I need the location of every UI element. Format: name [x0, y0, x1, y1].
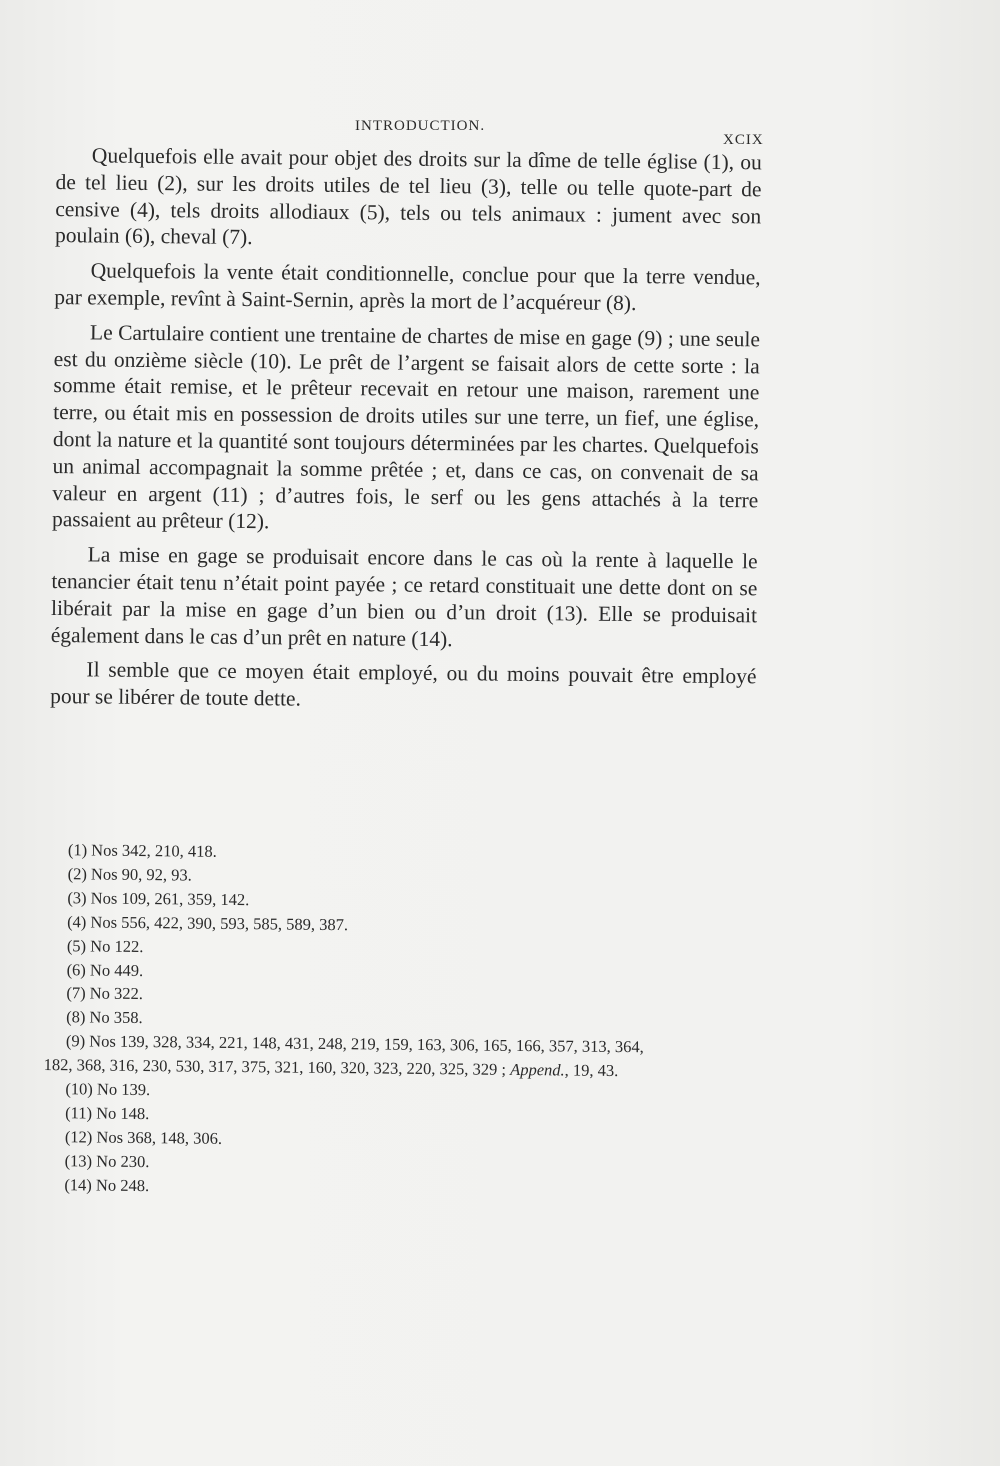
footnote: (6) No 449. [66, 959, 144, 980]
footnote: (14) No 248. [64, 1174, 150, 1195]
footnote: (8) No 358. [66, 1007, 143, 1028]
footnote-9-numbers: 182, 368, 316, 230, 530, 317, 375, 321, 160, 320, 323, 220, 325, 329 ; [43, 1055, 507, 1079]
paragraph: Le Cartulaire contient une trentaine de chartes de mise en gage (9) ; une seule est du onzième siècle (10). Le prêt de l’argent se faisait alors de cette sorte : la somme était remise, et le prêteur recevait en retour une maison, rarement une terre, ou était mis en possession de droits utiles sur une terre, un fief, une église, dont la nature et la quantité sont toujours déterminées par les chartes. Quelquefois un animal accompagnait la somme prêtée ; et, dans ce cas, on convenait de sa valeur en argent (11) ; d’autres fois, le serf ou les gens attachés à la terre passaient au prêteur (12). [51, 320, 761, 534]
footnote: (10) No 139. [65, 1079, 151, 1100]
paragraph: Il semble que ce moyen était employé, ou du moins pouvait être employé pour se libérer de toute dette. [50, 657, 757, 711]
footnote-9 [43, 1029, 743, 1084]
footnote: (5) No 122. [66, 935, 144, 956]
footnote: (7) No 322. [66, 983, 144, 1004]
footnote-9-append: Append. [510, 1060, 565, 1080]
footnote: (3) Nos 109, 261, 359, 142. [67, 888, 250, 909]
footnote: (2) Nos 90, 92, 93. [67, 864, 192, 885]
paragraph: La mise en gage se produisait encore dans le cas où la rente à laquelle le tenancier était tenu n’était point payée ; ce retard constituait une dette dont on se libérait par la mise en gage d’un bien ou d’un droit (13). Elle se produisait également dans le cas d’un prêt en nature (14). [50, 542, 758, 651]
footnote: (13) No 230. [64, 1150, 150, 1171]
running-title: INTRODUCTION. [355, 118, 486, 134]
footnote: (12) Nos 368, 148, 306. [64, 1127, 223, 1148]
footnote: (11) No 148. [65, 1103, 150, 1124]
paragraph: Quelquefois elle avait pour objet des droits sur la dîme de telle église (1), ou de tel lieu (2), sur les droits utiles de tel lieu (3), telle ou telle quote-part de censive (4), tels droits allodiaux (5), tels ou tels animaux : jument avec son poulain (6), cheval (7). [54, 143, 762, 250]
footnote: (4) Nos 556, 422, 390, 593, 585, 589, 387. [67, 911, 349, 934]
footnote-9-append-tail: , 19, 43. [564, 1060, 619, 1081]
footnotes [42, 838, 746, 1204]
page-number: XCIX [723, 132, 764, 148]
paragraph: Quelquefois la vente était conditionnelle, conclue pour que la terre vendue, par exemple, revînt à Saint-Sernin, après la mort de l’acquéreur (8). [54, 258, 761, 316]
main-text [50, 142, 762, 725]
footnote-9-first-line: (9) Nos 139, 328, 334, 221, 148, 431, 248, 219, 159, 163, 306, 165, 166, 357, 313, 364, [65, 1031, 644, 1057]
footnote: (1) Nos 342, 210, 418. [67, 840, 217, 861]
